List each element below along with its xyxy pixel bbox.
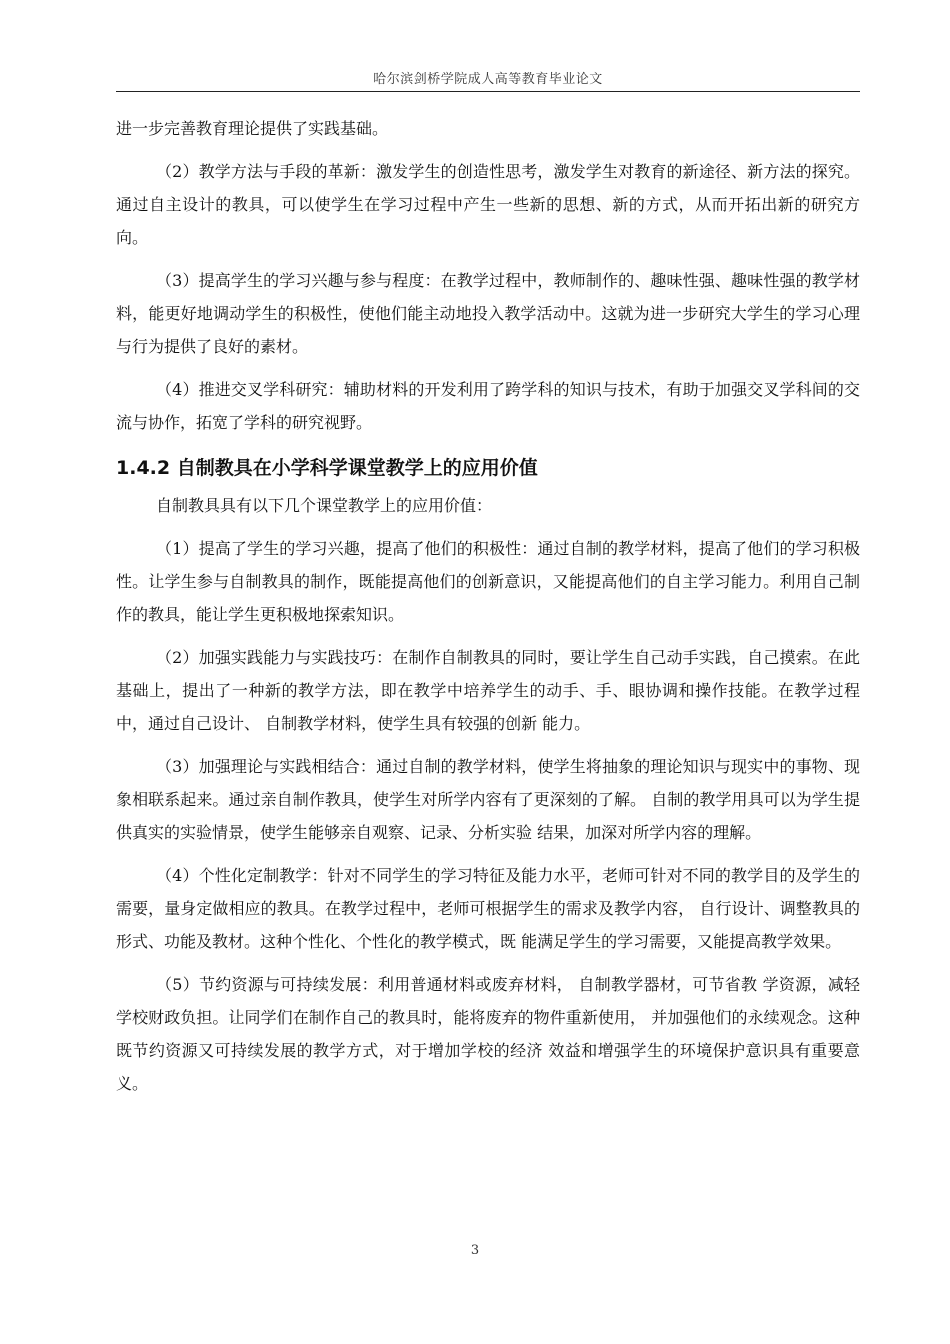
value-item-2: （2）加强实践能力与实践技巧：在制作自制教具的同时，要让学生自己动手实践，自己摸索。在此基础上，提出了一种新的教学方法，即在教学中培养学生的动手、手、眼协调和操作技能。在教学过程中，通过自己设计、 自制教学材料，使学生具有较强的创新 能力。 bbox=[116, 648, 860, 733]
value-item-4: （4）个性化定制教学：针对不同学生的学习特征及能力水平，老师可针对不同的教学目的及学生的需要，量身定做相应的教具。在教学过程中，老师可根据学生的需求及教学内容， 自行设计、调整教具的形式、功能及教材。这种个性化、个性化的教学模式，既 能满足学生的学习需要，又能提高教学效果。 bbox=[116, 866, 860, 951]
page-number: 3 bbox=[470, 1243, 480, 1258]
value-item-3: （3）加强理论与实践相结合：通过自制的教学材料，使学生将抽象的理论知识与现实中的事物、现象相联系起来。通过亲自制作教具，使学生对所学内容有了更深刻的了解。 自制的教学用具可以为学生提供真实的实验情景，使学生能够亲自观察、记录、分析实验 结果，加深对所学内容的理解。 bbox=[116, 757, 860, 842]
page-body bbox=[116, 112, 860, 1100]
running-header: 哈尔滨剑桥学院成人高等教育毕业论文 bbox=[373, 72, 603, 87]
section-heading-1-4-2: 1.4.2 自制教具在小学科学课堂教学上的应用价值 bbox=[116, 457, 538, 479]
paragraph-item-2: （2）教学方法与手段的革新：激发学生的创造性思考，激发学生对教育的新途径、新方法的探究。通过自主设计的教具，可以使学生在学习过程中产生一些新的思想、新的方式，从而开拓出新的研究方向。 bbox=[116, 162, 860, 247]
paragraph-item-4: （4）推进交叉学科研究：辅助材料的开发利用了跨学科的知识与技术，有助于加强交叉学科间的交流与协作，拓宽了学科的研究视野。 bbox=[116, 380, 860, 432]
section-intro: 自制教具具有以下几个课堂教学上的应用价值： bbox=[156, 496, 493, 515]
paragraph-item-3: （3）提高学生的学习兴趣与参与程度：在教学过程中，教师制作的、趣味性强、趣味性强的教学材料，能更好地调动学生的积极性，使他们能主动地投入教学活动中。这就为进一步研究大学生的学习心理与行为提供了良好的素材。 bbox=[116, 271, 860, 356]
header-divider bbox=[116, 91, 860, 92]
value-item-1: （1）提高了学生的学习兴趣，提高了他们的积极性：通过自制的教学材料，提高了他们的学习积极性。让学生参与自制教具的制作，既能提高他们的创新意识，又能提高他们的自主学习能力。利用自己制作的教具，能让学生更积极地探索知识。 bbox=[116, 539, 860, 624]
value-item-5: （5）节约资源与可持续发展：利用普通材料或废弃材料， 自制教学器材，可节省教 学资源，减轻学校财政负担。让同学们在制作自己的教具时，能将废弃的物件重新使用， 并加强他们的永续观念。这种既节约资源又可持续发展的教学方式，对于增加学校的经济 效益和增强学生的环境保护意识具有重要意义。 bbox=[116, 975, 860, 1093]
continuation-paragraph: 进一步完善教育理论提供了实践基础。 bbox=[116, 119, 389, 138]
